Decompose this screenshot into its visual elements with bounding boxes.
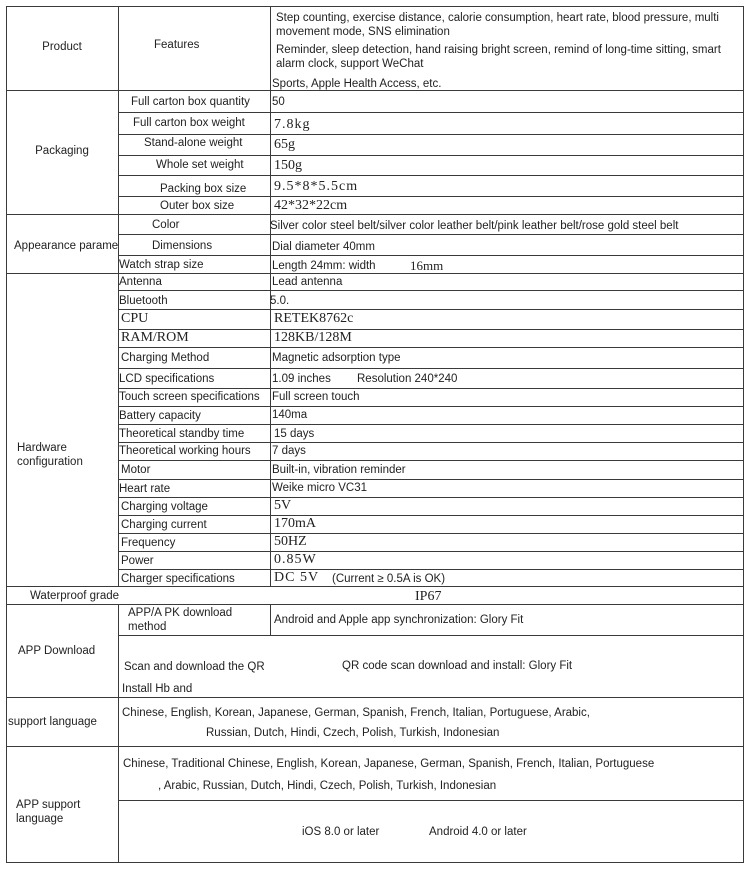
- app-value-strap: Length 24mm: width: [272, 260, 376, 272]
- hw-value-standby: 15 days: [274, 428, 315, 440]
- grid-line: [118, 406, 744, 407]
- grid-line: [118, 368, 744, 369]
- hw-label-motor: Motor: [121, 464, 151, 476]
- hw-value-motor: Built-in, vibration reminder: [272, 464, 406, 476]
- app-value-dimensions: Dial diameter 40mm: [272, 241, 375, 253]
- hw-label-cpu: CPU: [121, 311, 149, 326]
- pkg-label-outer-box: Outer box size: [160, 200, 235, 212]
- grid-line: [6, 862, 744, 863]
- grid-line: [6, 697, 744, 698]
- app-support-language-line1: Chinese, Traditional Chinese, English, Korean, Japanese, German, Spanish, French, Italian, Portuguese: [123, 758, 655, 770]
- hw-label-frequency: Frequency: [121, 537, 176, 549]
- category-hardware: Hardware configuration: [17, 442, 83, 468]
- hw-value-ramrom: 128KB/128M: [274, 330, 352, 345]
- grid-line: [118, 604, 119, 862]
- app-qr-value: QR code scan download and install: Glory Fit: [342, 660, 573, 672]
- grid-line: [6, 273, 744, 274]
- grid-line: [118, 329, 744, 330]
- grid-line: [118, 424, 744, 425]
- app-support-ios: iOS 8.0 or later: [302, 826, 380, 838]
- hw-value-charging-voltage: 5V: [274, 498, 292, 513]
- pkg-value-outer-box: 42*32*22cm: [274, 198, 348, 213]
- app-value-color: Silver color steel belt/silver color leather belt/pink leather belt/rose gold steel belt: [270, 220, 679, 232]
- grid-line: [118, 290, 744, 291]
- hw-label-charging-method: Charging Method: [121, 352, 210, 364]
- hw-value-charger: DC 5V: [274, 570, 320, 585]
- grid-line: [118, 309, 744, 310]
- hw-label-charger: Charger specifications: [121, 573, 235, 585]
- pkg-value-carton-qty: 50: [272, 96, 285, 108]
- pkg-value-carton-weight: 7.8kg: [274, 117, 311, 132]
- category-product: Product: [42, 41, 82, 53]
- features-label: Features: [154, 39, 200, 51]
- category-app-download: APP Download: [18, 645, 96, 657]
- grid-line: [6, 214, 744, 215]
- pkg-value-box-size: 9.5*8*5.5cm: [274, 179, 359, 194]
- app-label-dimensions: Dimensions: [152, 240, 213, 252]
- grid-line: [118, 134, 744, 135]
- hw-value-working: 7 days: [272, 445, 306, 457]
- support-language-line1: Chinese, English, Korean, Japanese, German, Spanish, French, Italian, Portuguese, Arabic,: [122, 707, 590, 719]
- grid-line: [118, 196, 744, 197]
- app-support-android: Android 4.0 or later: [429, 826, 527, 838]
- app-label-color: Color: [152, 219, 180, 231]
- features-text-2: Reminder, sleep detection, hand raising bright screen, remind of long-time sitting, smart alarm clock, support WeChat: [276, 44, 721, 70]
- pkg-value-set-weight: 150g: [274, 158, 302, 173]
- hw-label-battery: Battery capacity: [119, 410, 201, 422]
- support-language-line2: Russian, Dutch, Hindi, Czech, Polish, Turkish, Indonesian: [206, 727, 500, 739]
- grid-line: [6, 586, 744, 587]
- grid-line: [118, 479, 744, 480]
- pkg-label-carton-weight: Full carton box weight: [133, 117, 245, 129]
- hw-label-power: Power: [121, 555, 154, 567]
- grid-line: [118, 800, 744, 801]
- pkg-label-carton-qty: Full carton box quantity: [131, 96, 250, 108]
- grid-line: [118, 255, 744, 256]
- hw-label-standby: Theoretical standby time: [119, 428, 245, 440]
- hw-value-charger-note: (Current ≥ 0.5A is OK): [332, 573, 446, 585]
- hw-label-antenna: Antenna: [119, 276, 162, 288]
- hw-label-charging-current: Charging current: [121, 519, 207, 531]
- grid-line: [118, 551, 744, 552]
- waterproof-value: IP67: [415, 589, 442, 604]
- hw-label-touch: Touch screen specifications: [119, 391, 260, 403]
- hw-value-touch: Full screen touch: [272, 391, 360, 403]
- grid-line: [6, 6, 7, 862]
- hw-value-antenna: Lead antenna: [272, 276, 343, 288]
- hw-value-power: 0.85W: [274, 552, 317, 567]
- hw-value-frequency: 50HZ: [274, 534, 307, 549]
- hw-value-bluetooth: 5.0.: [270, 295, 290, 307]
- app-qr-label-2: Install Hb and: [122, 683, 193, 695]
- hw-label-ramrom: RAM/ROM: [121, 330, 189, 345]
- waterproof-label: Waterproof grade: [30, 590, 120, 602]
- grid-line: [6, 6, 744, 7]
- grid-line: [118, 442, 744, 443]
- app-download-method-label: APP/A PK download method: [128, 607, 233, 633]
- hw-value-battery: 140ma: [272, 409, 308, 421]
- hw-label-heart-rate: Heart rate: [119, 483, 171, 495]
- app-value-strap-width: 16mm: [410, 258, 444, 273]
- hw-value-cpu: RETEK8762c: [274, 311, 354, 326]
- hw-label-working: Theoretical working hours: [119, 445, 251, 457]
- pkg-label-standalone-weight: Stand-alone weight: [144, 137, 243, 149]
- grid-line: [118, 155, 744, 156]
- app-label-strap: Watch strap size: [119, 259, 204, 271]
- hw-value-heart-rate: Weike micro VC31: [272, 482, 368, 494]
- pkg-label-set-weight: Whole set weight: [156, 159, 244, 171]
- pkg-value-standalone-weight: 65g: [274, 137, 295, 152]
- features-text-3: Sports, Apple Health Access, etc.: [272, 78, 442, 90]
- category-packaging: Packaging: [35, 145, 89, 157]
- grid-line: [6, 746, 744, 747]
- hw-value-lcd-resolution: Resolution 240*240: [357, 373, 458, 385]
- category-appearance: Appearance parame: [14, 240, 118, 252]
- category-support-language: support language: [8, 716, 97, 728]
- grid-line: [118, 635, 744, 636]
- grid-line: [118, 515, 744, 516]
- grid-line: [118, 112, 744, 113]
- hw-label-bluetooth: Bluetooth: [119, 295, 168, 307]
- grid-line: [118, 533, 744, 534]
- features-text-1: Step counting, exercise distance, calorie consumption, heart rate, blood pressure, multi movement mode, SNS elimination: [276, 12, 719, 38]
- grid-line: [118, 569, 744, 570]
- app-download-method-value: Android and Apple app synchronization: Glory Fit: [274, 614, 524, 626]
- grid-line: [270, 604, 271, 635]
- hw-value-charging-current: 170mA: [274, 516, 316, 531]
- grid-line: [118, 234, 744, 235]
- app-support-language-line2: , Arabic, Russian, Dutch, Hindi, Czech, Polish, Turkish, Indonesian: [158, 780, 497, 792]
- grid-line: [118, 175, 744, 176]
- grid-line: [118, 497, 744, 498]
- hw-label-lcd: LCD specifications: [119, 373, 215, 385]
- grid-line: [118, 460, 744, 461]
- app-qr-label: Scan and download the QR: [124, 661, 265, 673]
- category-app-support-language: APP support language: [16, 799, 81, 825]
- hw-value-lcd: 1.09 inches: [272, 373, 331, 385]
- hw-label-charging-voltage: Charging voltage: [121, 501, 208, 513]
- grid-line: [118, 388, 744, 389]
- hw-value-charging-method: Magnetic adsorption type: [272, 352, 401, 364]
- grid-line: [118, 347, 744, 348]
- grid-line: [6, 604, 744, 605]
- pkg-label-box-size: Packing box size: [160, 183, 247, 195]
